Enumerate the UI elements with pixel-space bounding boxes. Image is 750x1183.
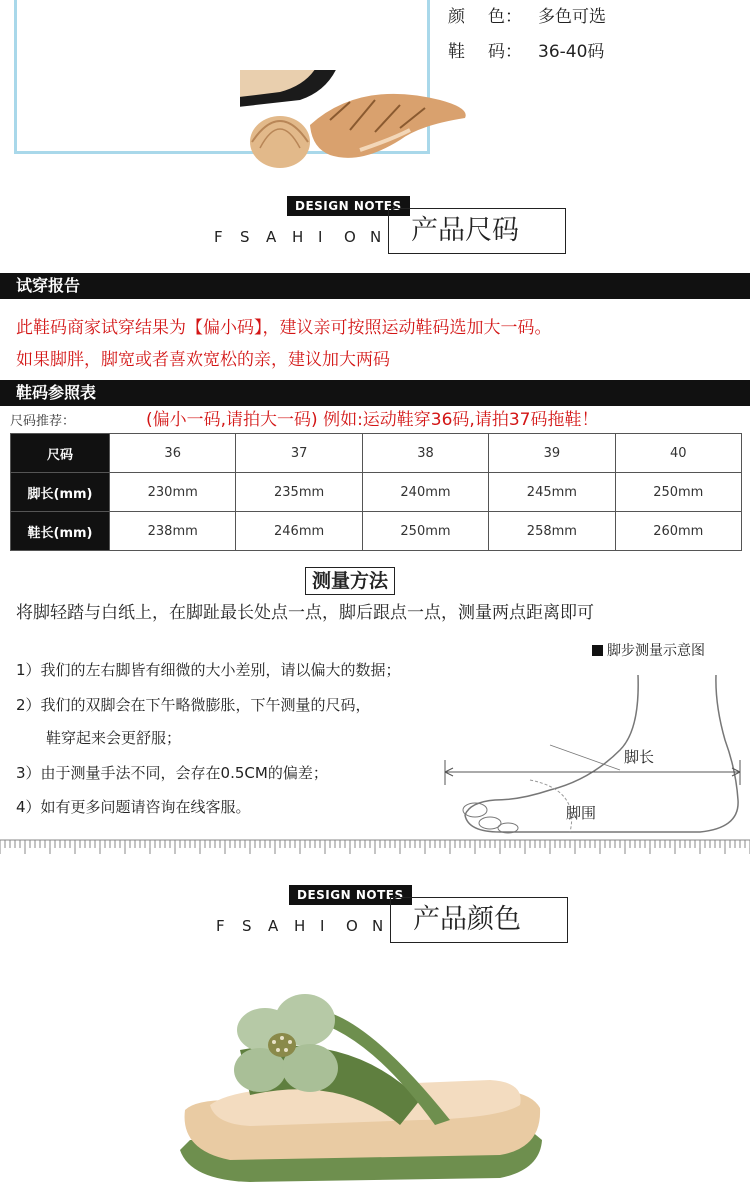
tip-2: 2）我们的双脚会在下午略微膨胀，下午测量的尺码， xyxy=(16,696,371,714)
design-notes-badge: DESIGN NOTES xyxy=(287,196,410,216)
spec-size xyxy=(448,37,604,62)
table-cell: 37 xyxy=(236,434,362,473)
tip-3: 3）由于测量手法不同，会存在0.5CM的偏差； xyxy=(16,764,328,782)
table-cell: 260mm xyxy=(615,512,741,551)
section-title-color: 产品颜色 xyxy=(390,897,568,943)
method-title: 测量方法 xyxy=(305,567,395,595)
letter: A xyxy=(268,917,279,935)
letter: N xyxy=(372,917,384,935)
fashion-letters xyxy=(214,228,396,246)
table-row xyxy=(11,434,742,473)
seashell-image xyxy=(240,70,480,180)
table-cell: 245mm xyxy=(489,473,615,512)
row-header: 鞋长(mm) xyxy=(11,512,110,551)
fashion-letters xyxy=(216,917,398,935)
size-recommend-label: 尺码推荐： xyxy=(10,414,76,429)
table-cell: 238mm xyxy=(110,512,236,551)
spec-color xyxy=(448,2,606,27)
spec-value: 多色可选 xyxy=(538,7,606,27)
row-header: 脚长(mm) xyxy=(11,473,110,512)
letter: S xyxy=(240,228,250,246)
letter: O xyxy=(344,228,356,246)
table-cell: 40 xyxy=(615,434,741,473)
tip-1: 1）我们的左右脚皆有细微的大小差别，请以偏大的数据； xyxy=(16,661,401,679)
design-notes-badge: DESIGN NOTES xyxy=(289,885,412,905)
table-cell: 36 xyxy=(110,434,236,473)
foot-length-label: 脚长 xyxy=(624,748,655,766)
table-cell: 240mm xyxy=(362,473,488,512)
spec-key-1: 颜 xyxy=(448,7,465,27)
spec-key-2: 码： xyxy=(488,42,522,62)
letter: F xyxy=(214,228,223,246)
diagram-caption-text: 脚步测量示意图 xyxy=(607,643,705,659)
report-line-2: 如果脚胖，脚宽或者喜欢宽松的亲，建议加大两码 xyxy=(16,350,390,370)
letter: H xyxy=(292,228,304,246)
spec-key-1: 鞋 xyxy=(448,42,465,62)
letter: F xyxy=(216,917,225,935)
table-cell: 230mm xyxy=(110,473,236,512)
tip-4: 4）如有更多问题请咨询在线客服。 xyxy=(16,798,251,816)
table-cell: 246mm xyxy=(236,512,362,551)
report-bar: 试穿报告 xyxy=(0,273,750,299)
method-description: 将脚轻踏与白纸上，在脚趾最长处点一点，脚后跟点一点，测量两点距离即可 xyxy=(16,603,594,623)
table-cell: 250mm xyxy=(362,512,488,551)
letter: S xyxy=(242,917,252,935)
table-row xyxy=(11,512,742,551)
square-bullet-icon xyxy=(592,645,603,656)
letter: H xyxy=(294,917,306,935)
letter: A xyxy=(266,228,277,246)
table-cell: 250mm xyxy=(615,473,741,512)
table-cell: 38 xyxy=(362,434,488,473)
table-row xyxy=(11,473,742,512)
section-title-size: 产品尺码 xyxy=(388,208,566,254)
report-line-1: 此鞋码商家试穿结果为【偏小码】，建议亲可按照运动鞋码选加大一码。 xyxy=(16,318,552,338)
spec-value: 36-40码 xyxy=(538,42,605,62)
ruler-divider xyxy=(0,838,750,856)
tip-2-cont: 鞋穿起来会更舒服； xyxy=(46,729,182,747)
row-header: 尺码 xyxy=(11,434,110,473)
green-sandal-image xyxy=(170,990,550,1183)
foot-girth-label: 脚围 xyxy=(566,804,597,822)
size-table xyxy=(10,433,742,551)
table-cell: 39 xyxy=(489,434,615,473)
size-chart-bar: 鞋码参照表 xyxy=(0,380,750,406)
letter: I xyxy=(318,228,323,246)
table-cell: 235mm xyxy=(236,473,362,512)
diagram-caption xyxy=(592,640,705,660)
letter: I xyxy=(320,917,325,935)
table-cell: 258mm xyxy=(489,512,615,551)
letter: O xyxy=(346,917,358,935)
spec-key-2: 色： xyxy=(488,7,522,27)
letter: N xyxy=(370,228,382,246)
size-recommend-note: (偏小一码,请拍大一码) 例如:运动鞋穿36码,请拍37码拖鞋！ xyxy=(146,410,599,430)
